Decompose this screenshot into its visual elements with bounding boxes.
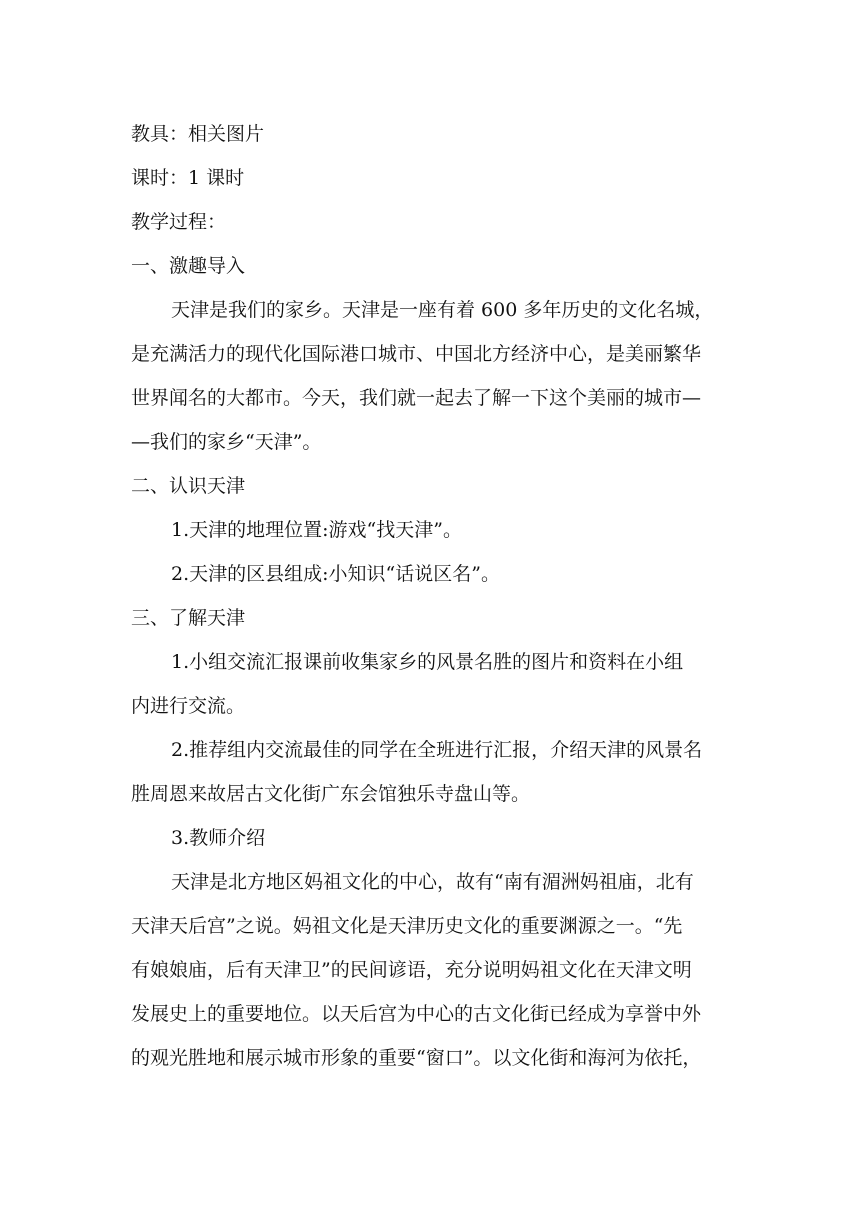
list-item: 2.天津的区县组成:小知识“话说区名”。 — [171, 563, 500, 585]
paragraph-line: 天津天后宫”之说。妈祖文化是天津历史文化的重要渊源之一。“先 — [131, 915, 683, 937]
teaching-process-heading: 教学过程： — [131, 211, 227, 233]
paragraph-line: 内进行交流。 — [131, 695, 246, 717]
paragraph-line: 的观光胜地和展示城市形象的重要“窗口”。以文化街和海河为依托， — [131, 1047, 702, 1069]
list-item: 2.推荐组内交流最佳的同学在全班进行汇报，介绍天津的风景名 — [171, 739, 703, 761]
section-2-heading: 二、认识天津 — [131, 475, 246, 497]
list-item: 1.天津的地理位置:游戏“找天津”。 — [171, 519, 462, 541]
section-3-heading: 三、了解天津 — [131, 607, 246, 629]
paragraph-line: 胜周恩来故居古文化街广东会馆独乐寺盘山等。 — [131, 783, 531, 805]
class-hours-line: 课时：1 课时 — [131, 167, 245, 189]
paragraph-line: 是充满活力的现代化国际港口城市、中国北方经济中心，是美丽繁华 — [131, 343, 702, 365]
list-item: 1.小组交流汇报课前收集家乡的风景名胜的图片和资料在小组 — [171, 651, 684, 673]
paragraph-line: 世界闻名的大都市。今天，我们就一起去了解一下这个美丽的城市— — [131, 387, 702, 409]
paragraph-line: —我们的家乡“天津”。 — [131, 431, 322, 453]
paragraph-line: 天津是我们的家乡。天津是一座有着 600 多年历史的文化名城， — [171, 299, 714, 321]
list-item: 3.教师介绍 — [171, 827, 266, 849]
section-1-heading: 一、激趣导入 — [131, 255, 246, 277]
teaching-aids-line: 教具：相关图片 — [131, 123, 265, 145]
paragraph-line: 有娘娘庙，后有天津卫”的民间谚语，充分说明妈祖文化在天津文明 — [131, 959, 692, 981]
paragraph-line: 天津是北方地区妈祖文化的中心，故有“南有湄洲妈祖庙，北有 — [171, 871, 694, 893]
document-body — [131, 112, 736, 1080]
paragraph-line: 发展史上的重要地位。以天后宫为中心的古文化街已经成为享誉中外 — [131, 1003, 702, 1025]
